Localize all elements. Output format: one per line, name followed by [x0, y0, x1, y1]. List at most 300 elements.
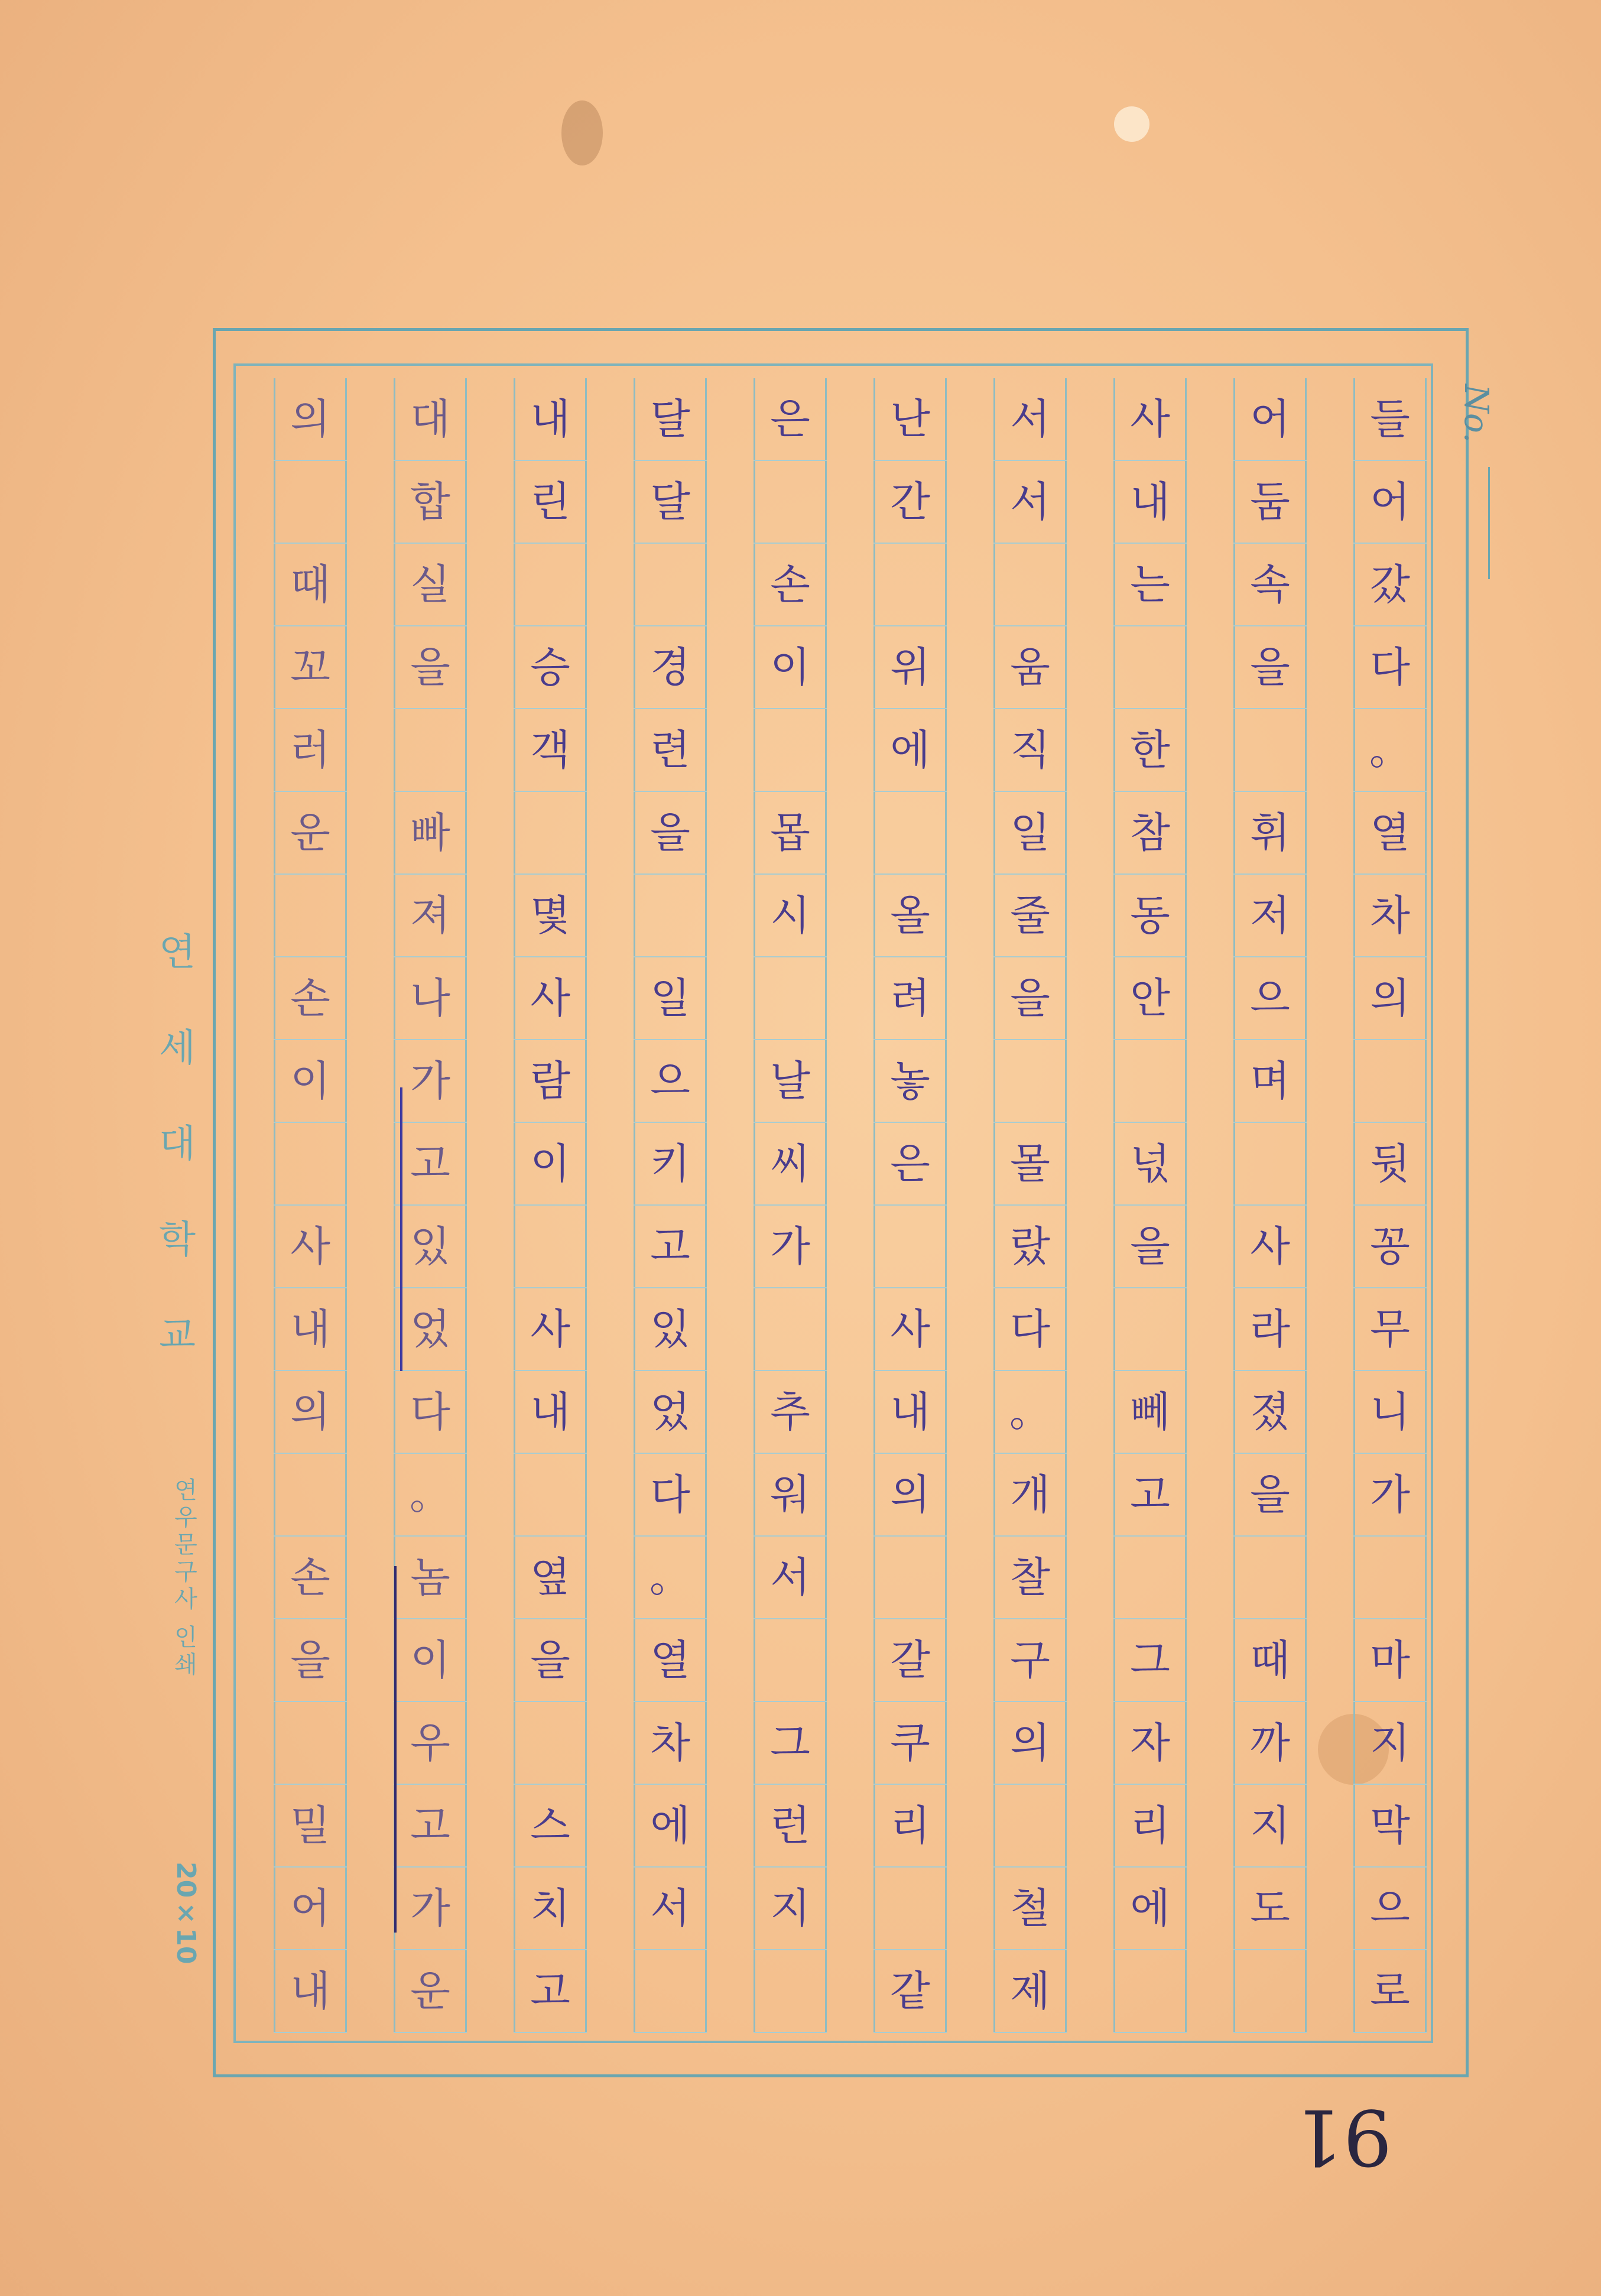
university-name-char: 연	[159, 931, 196, 975]
grid-cell	[1113, 792, 1187, 875]
grid-cell	[1113, 1868, 1187, 1950]
handwritten-char: 빠	[410, 808, 450, 857]
handwritten-char: 갈	[890, 1636, 930, 1684]
grid-cell	[634, 1123, 707, 1206]
handwritten-char: 열	[650, 1636, 690, 1684]
handwritten-char: 내	[530, 1388, 570, 1436]
handwritten-char: 간	[890, 478, 930, 526]
handwritten-page-number: 91	[1294, 2092, 1392, 2182]
grid-cell	[274, 1537, 347, 1619]
grid-cell	[274, 378, 347, 461]
handwritten-char: 찰	[1010, 1553, 1050, 1602]
grid-cell	[1113, 1040, 1187, 1123]
handwritten-char: 손	[770, 560, 810, 609]
grid-cell	[1113, 1454, 1187, 1537]
grid-cell	[754, 626, 827, 709]
handwritten-char: 난	[890, 395, 930, 443]
grid-cell	[394, 957, 467, 1040]
grid-cell	[394, 1537, 467, 1619]
handwritten-char: 뻬	[1130, 1388, 1170, 1436]
grid-cell	[873, 1206, 947, 1288]
handwritten-char: 철	[1010, 1884, 1050, 1933]
grid-cell	[394, 1619, 467, 1702]
handwritten-char: 졌	[1250, 1388, 1290, 1436]
grid-cell	[274, 1702, 347, 1785]
handwritten-char: 리	[1130, 1801, 1170, 1850]
grid-cell	[514, 1288, 587, 1371]
handwritten-char: 으	[1250, 974, 1290, 1022]
grid-cell	[993, 1785, 1067, 1868]
handwritten-char: 저	[1250, 891, 1290, 940]
handwritten-char: 는	[1130, 560, 1170, 609]
manuscript-column	[873, 378, 947, 2033]
handwritten-char: 을	[1010, 974, 1050, 1022]
handwritten-char: 놈	[410, 1553, 450, 1602]
handwritten-char: 서	[1010, 395, 1050, 443]
grid-cell	[274, 1868, 347, 1950]
grid-cell	[274, 461, 347, 544]
handwritten-char: 추	[770, 1388, 810, 1436]
handwritten-char: 고	[1130, 1470, 1170, 1519]
handwritten-char: 고	[650, 1222, 690, 1271]
grid-cell	[754, 1785, 827, 1868]
grid-cell	[993, 1702, 1067, 1785]
grid-cell	[873, 1454, 947, 1537]
grid-cell	[754, 544, 827, 626]
grid-cell	[394, 626, 467, 709]
university-name-char: 대	[159, 1122, 196, 1166]
handwritten-char: 넋	[1130, 1139, 1170, 1188]
handwritten-char: 막	[1370, 1801, 1410, 1850]
grid-cell	[873, 626, 947, 709]
grid-cell	[754, 1123, 827, 1206]
handwritten-char: 안	[1130, 974, 1170, 1022]
handwritten-char: 이	[770, 643, 810, 691]
grid-cell	[754, 1950, 827, 2033]
manuscript-column	[1233, 378, 1307, 2033]
grid-cell	[634, 544, 707, 626]
grid-cell	[514, 1702, 587, 1785]
manuscript-column	[274, 378, 347, 2033]
handwritten-char: 랐	[1010, 1222, 1050, 1271]
handwritten-char: 을	[290, 1636, 330, 1684]
handwritten-char: 러	[290, 726, 330, 774]
paper-stain	[561, 100, 603, 165]
handwritten-char: 뒷	[1370, 1139, 1410, 1188]
grid-cell	[1353, 1868, 1427, 1950]
grid-cell	[274, 1206, 347, 1288]
grid-cell	[754, 1288, 827, 1371]
handwritten-char: 그	[1130, 1636, 1170, 1684]
grid-cell	[1113, 709, 1187, 792]
grid-cell	[274, 1950, 347, 2033]
grid-cell	[274, 1619, 347, 1702]
handwritten-char: 의	[290, 1388, 330, 1436]
grid-cell	[1113, 1371, 1187, 1454]
handwritten-char: 이	[410, 1636, 450, 1684]
grid-cell	[634, 1702, 707, 1785]
handwritten-char: 들	[1370, 395, 1410, 443]
manuscript-column	[1113, 378, 1187, 2033]
grid-cell	[514, 1785, 587, 1868]
grid-cell	[514, 626, 587, 709]
grid-cell	[394, 1785, 467, 1868]
grid-cell	[1353, 378, 1427, 461]
handwritten-char: 의	[1370, 974, 1410, 1022]
grid-cell	[274, 875, 347, 957]
handwritten-char: 내	[290, 1967, 330, 2015]
grid-cell	[1353, 1702, 1427, 1785]
grid-cell	[634, 1537, 707, 1619]
handwritten-char: 올	[890, 891, 930, 940]
grid-cell	[1233, 1123, 1307, 1206]
grid-cell	[754, 792, 827, 875]
handwritten-char: 같	[890, 1967, 930, 2015]
handwritten-char: 내	[530, 395, 570, 443]
grid-cell	[873, 1123, 947, 1206]
handwritten-char: 차	[650, 1719, 690, 1767]
grid-cell	[754, 1040, 827, 1123]
grid-cell	[514, 1371, 587, 1454]
manuscript-column	[514, 378, 587, 2033]
handwritten-char: 차	[1370, 891, 1410, 940]
grid-cell	[634, 378, 707, 461]
grid-cell	[394, 1950, 467, 2033]
grid-cell	[1353, 1785, 1427, 1868]
handwritten-char: 날	[770, 1057, 810, 1105]
grid-cell	[1113, 1619, 1187, 1702]
grid-cell	[634, 1040, 707, 1123]
grid-cell	[514, 792, 587, 875]
grid-cell	[274, 626, 347, 709]
grid-cell	[1233, 626, 1307, 709]
handwritten-char: 이	[530, 1139, 570, 1188]
grid-cell	[1233, 1040, 1307, 1123]
grid-cell	[634, 1288, 707, 1371]
handwritten-char: 로	[1370, 1967, 1410, 2015]
handwritten-char: 스	[530, 1801, 570, 1850]
grid-cell	[873, 875, 947, 957]
grid-cell	[394, 1454, 467, 1537]
grid-cell	[1113, 1537, 1187, 1619]
grid-cell	[634, 461, 707, 544]
paper-stain	[1114, 106, 1149, 142]
grid-cell	[1353, 1288, 1427, 1371]
page-number-label: No.	[1457, 384, 1495, 443]
grid-cell	[754, 1868, 827, 1950]
grid-cell	[1353, 1537, 1427, 1619]
handwritten-char: 에	[650, 1801, 690, 1850]
grid-cell	[1353, 1123, 1427, 1206]
grid-cell	[873, 709, 947, 792]
handwritten-char: 리	[890, 1801, 930, 1850]
grid-cell	[634, 1454, 707, 1537]
handwritten-char: 사	[530, 1305, 570, 1353]
handwritten-char: 속	[1250, 560, 1290, 609]
handwritten-char: 을	[530, 1636, 570, 1684]
handwritten-char: 동	[1130, 891, 1170, 940]
handwritten-char: 련	[650, 726, 690, 774]
handwritten-char: 져	[410, 891, 450, 940]
handwritten-char: 린	[530, 478, 570, 526]
grid-cell	[274, 709, 347, 792]
handwritten-char: 을	[410, 643, 450, 691]
grid-cell	[394, 1123, 467, 1206]
grid-cell	[754, 378, 827, 461]
manuscript-column	[1353, 378, 1427, 2033]
handwritten-char: 제	[1010, 1967, 1050, 2015]
handwritten-char: 어	[1370, 478, 1410, 526]
grid-cell	[514, 544, 587, 626]
handwritten-char: 에	[1130, 1884, 1170, 1933]
handwritten-char: 옆	[530, 1553, 570, 1602]
grid-cell	[754, 461, 827, 544]
grid-cell	[394, 875, 467, 957]
grid-cell	[1233, 1702, 1307, 1785]
grid-cell	[634, 626, 707, 709]
grid-cell	[514, 1123, 587, 1206]
grid-cell	[1233, 1950, 1307, 2033]
handwritten-char: 을	[1250, 1470, 1290, 1519]
grid-cell	[1233, 1206, 1307, 1288]
grid-cell	[514, 378, 587, 461]
grid-cell	[1113, 957, 1187, 1040]
grid-cell	[873, 1950, 947, 2033]
grid-cell	[754, 1702, 827, 1785]
manuscript-column	[993, 378, 1067, 2033]
grid-cell	[873, 1371, 947, 1454]
grid-cell	[873, 792, 947, 875]
grid-cell	[1113, 1288, 1187, 1371]
grid-cell	[993, 461, 1067, 544]
grid-cell	[634, 709, 707, 792]
grid-cell	[394, 461, 467, 544]
handwritten-char: 을	[1130, 1222, 1170, 1271]
grid-cell	[993, 1371, 1067, 1454]
grid-cell	[754, 1537, 827, 1619]
grid-cell	[873, 378, 947, 461]
university-name-char: 세	[159, 1027, 196, 1070]
grid-cell	[1233, 1288, 1307, 1371]
handwritten-char: 합	[410, 478, 450, 526]
grid-cell	[394, 1371, 467, 1454]
grid-cell	[1233, 1868, 1307, 1950]
handwritten-char: 。	[410, 1470, 451, 1519]
handwritten-char: 은	[770, 395, 810, 443]
grid-cell	[873, 1288, 947, 1371]
grid-cell	[634, 1785, 707, 1868]
handwritten-char: 꽁	[1370, 1222, 1410, 1271]
handwritten-char: 일	[1010, 808, 1050, 857]
grid-cell	[394, 1868, 467, 1950]
handwritten-char: 실	[410, 560, 450, 609]
grid-cell	[1353, 1371, 1427, 1454]
handwritten-char: 까	[1250, 1719, 1290, 1767]
handwritten-char: 다	[1370, 643, 1410, 691]
handwritten-char: 손	[290, 974, 330, 1022]
handwritten-char: 경	[650, 643, 690, 691]
grid-cell	[873, 1619, 947, 1702]
handwritten-char: 때	[1250, 1636, 1290, 1684]
handwritten-char: 다	[410, 1388, 450, 1436]
grid-cell	[1113, 544, 1187, 626]
handwritten-char: 치	[530, 1884, 570, 1933]
handwritten-char: 내	[290, 1305, 330, 1353]
handwritten-char: 지	[770, 1884, 810, 1933]
grid-cell	[514, 1868, 587, 1950]
handwritten-char: 사	[890, 1305, 930, 1353]
grid-cell	[394, 1702, 467, 1785]
handwritten-char: 놓	[890, 1057, 930, 1105]
handwritten-char: 손	[290, 1553, 330, 1602]
university-name-char: 학	[159, 1218, 196, 1262]
grid-cell	[394, 378, 467, 461]
handwritten-char: 。	[650, 1553, 691, 1602]
grid-cell	[993, 709, 1067, 792]
grid-cell	[873, 957, 947, 1040]
grid-cell	[1233, 1619, 1307, 1702]
grid-cell	[754, 957, 827, 1040]
handwritten-char: 며	[1250, 1057, 1290, 1105]
handwritten-char: 워	[770, 1470, 810, 1519]
handwritten-char: 고	[410, 1801, 450, 1850]
handwritten-char: 몹	[770, 808, 810, 857]
handwritten-char: 사	[290, 1222, 330, 1271]
handwritten-char: 어	[290, 1884, 330, 1933]
handwritten-char: 의	[1010, 1719, 1050, 1767]
handwritten-char: 자	[1130, 1719, 1170, 1767]
grid-cell	[993, 544, 1067, 626]
grid-cell	[1113, 1702, 1187, 1785]
handwritten-char: 몰	[1010, 1139, 1050, 1188]
grid-cell	[274, 1123, 347, 1206]
handwritten-char: 있	[410, 1222, 450, 1271]
strike-through-line	[400, 1087, 402, 1371]
grid-cell	[1233, 544, 1307, 626]
handwritten-char: 나	[410, 974, 450, 1022]
handwritten-char: 을	[1250, 643, 1290, 691]
grid-cell	[754, 1454, 827, 1537]
handwritten-char: 개	[1010, 1470, 1050, 1519]
handwritten-char: 서	[1010, 478, 1050, 526]
manuscript-column	[634, 378, 707, 2033]
handwritten-char: 달	[650, 478, 690, 526]
handwritten-char: 다	[1010, 1305, 1050, 1353]
page-number-line	[1488, 467, 1490, 579]
handwritten-char: 에	[890, 726, 930, 774]
grid-cell	[1233, 1785, 1307, 1868]
grid-cell	[514, 957, 587, 1040]
grid-cell	[634, 957, 707, 1040]
handwritten-char: 있	[650, 1305, 690, 1353]
handwritten-char: 이	[290, 1057, 330, 1105]
grid-cell	[1353, 875, 1427, 957]
grid-cell	[1113, 378, 1187, 461]
handwritten-char: 으	[1370, 1884, 1410, 1933]
grid-cell	[1353, 792, 1427, 875]
handwritten-char: 려	[890, 974, 930, 1022]
handwritten-char: 운	[410, 1967, 450, 2015]
handwritten-char: 으	[650, 1057, 690, 1105]
grid-cell	[1353, 957, 1427, 1040]
grid-cell	[634, 875, 707, 957]
grid-cell	[514, 1206, 587, 1288]
grid-cell	[993, 792, 1067, 875]
handwritten-char: 구	[1010, 1636, 1050, 1684]
grid-cell	[1353, 461, 1427, 544]
grid-cell	[1113, 1206, 1187, 1288]
handwritten-char: 라	[1250, 1305, 1290, 1353]
grid-cell	[1233, 792, 1307, 875]
handwritten-char: 직	[1010, 726, 1050, 774]
insertion-line	[394, 1566, 397, 1933]
handwritten-char: 었	[410, 1305, 450, 1353]
grid-cell	[634, 1371, 707, 1454]
handwritten-char: 위	[890, 643, 930, 691]
grid-cell	[274, 1288, 347, 1371]
handwritten-char: 내	[1130, 478, 1170, 526]
grid-cell	[754, 709, 827, 792]
grid-cell	[1113, 1785, 1187, 1868]
grid-cell	[754, 1371, 827, 1454]
handwritten-char: 지	[1250, 1801, 1290, 1850]
handwritten-char: 을	[650, 808, 690, 857]
handwritten-char: 줄	[1010, 891, 1050, 940]
handwritten-char: 런	[770, 1801, 810, 1850]
grid-cell	[993, 875, 1067, 957]
grid-cell	[754, 875, 827, 957]
university-name	[151, 922, 204, 1359]
grid-cell	[634, 1950, 707, 2033]
handwritten-char: 가	[410, 1057, 450, 1105]
grid-cell	[514, 1454, 587, 1537]
grid-cell	[1233, 709, 1307, 792]
grid-cell	[873, 1702, 947, 1785]
handwritten-char: 밀	[290, 1801, 330, 1850]
handwritten-char: 둠	[1250, 478, 1290, 526]
handwritten-char: 의	[290, 395, 330, 443]
handwritten-char: 무	[1370, 1305, 1410, 1353]
handwritten-char: 일	[650, 974, 690, 1022]
handwritten-char: 은	[890, 1139, 930, 1188]
handwritten-char: 휘	[1250, 808, 1290, 857]
handwritten-char: 열	[1370, 808, 1410, 857]
handwritten-char: 쿠	[890, 1719, 930, 1767]
handwritten-char: 서	[770, 1553, 810, 1602]
grid-cell	[1233, 1371, 1307, 1454]
handwritten-char: 참	[1130, 808, 1170, 857]
grid-cell	[873, 1785, 947, 1868]
handwritten-char: 사	[1130, 395, 1170, 443]
grid-cell	[993, 1454, 1067, 1537]
handwritten-char: 내	[890, 1388, 930, 1436]
handwritten-char: 우	[410, 1719, 450, 1767]
grid-cell	[394, 1288, 467, 1371]
grid-cell	[1233, 1454, 1307, 1537]
grid-cell	[873, 1040, 947, 1123]
university-name-char: 교	[159, 1314, 196, 1358]
grid-cell	[1353, 709, 1427, 792]
handwritten-char: 가	[410, 1884, 450, 1933]
grid-cell	[394, 1206, 467, 1288]
handwritten-char: 람	[530, 1057, 570, 1105]
sheet-size-label: 20×10	[171, 1862, 201, 1964]
manuscript-column	[394, 378, 467, 2033]
printer-label: 연우문구사 인쇄	[170, 1477, 197, 1679]
grid-cell	[394, 544, 467, 626]
grid-cell	[993, 1868, 1067, 1950]
handwritten-char: 사	[1250, 1222, 1290, 1271]
